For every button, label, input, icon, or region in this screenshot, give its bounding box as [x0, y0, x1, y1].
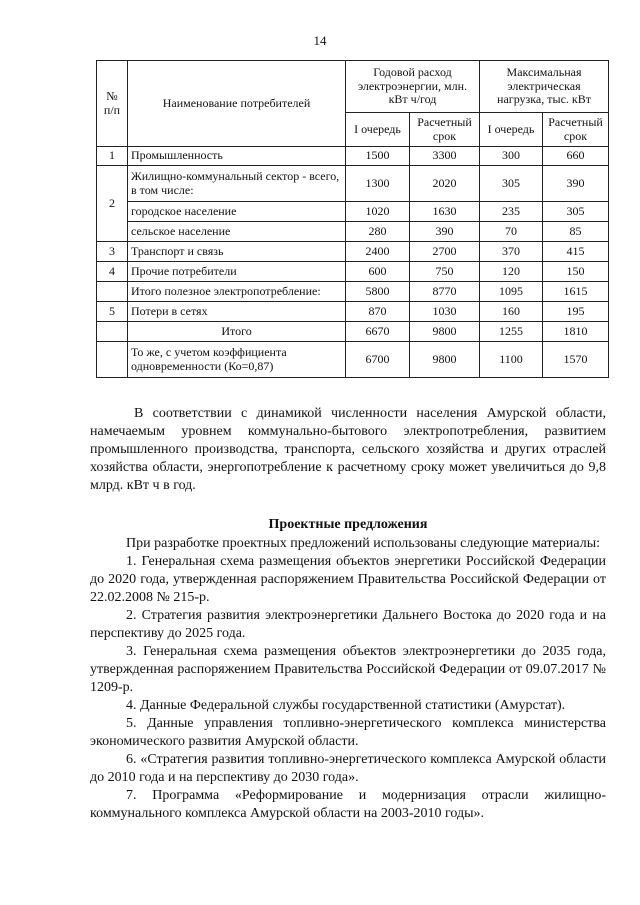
table-row: [97, 222, 609, 242]
row-value: 305: [543, 202, 609, 222]
row-value: 660: [543, 147, 609, 166]
materials-intro: При разработке проектных предложений использованы следующие материалы:: [126, 536, 600, 551]
row-value: 390: [410, 222, 480, 242]
row-value: 6700: [346, 342, 410, 378]
table-row: [97, 147, 609, 166]
table-row: [97, 202, 609, 222]
row-value: 280: [346, 222, 410, 242]
table-row: [97, 166, 609, 202]
list-item: 6. «Стратегия развития топливно-энергетического комплекса Амурской области до 2010 года и на перспективу до 2030 года».: [90, 752, 606, 785]
header-num: № п/п: [97, 61, 128, 147]
row-value: 2700: [410, 242, 480, 262]
subheader-first-stage: I очередь: [346, 113, 410, 147]
list-item: 5. Данные управления топливно-энергетического комплекса министерства экономического развития Амурской области.: [90, 716, 606, 749]
row-value: 5800: [346, 282, 410, 302]
header-name: Наименование потребителей: [128, 61, 346, 147]
row-name: сельское население: [128, 222, 346, 242]
row-value: 600: [346, 262, 410, 282]
subheader-calc-period: Расчетный срок: [410, 113, 480, 147]
row-name: Прочие потребители: [128, 262, 346, 282]
table-row: [97, 322, 609, 342]
row-value: 70: [480, 222, 543, 242]
row-value: 870: [346, 302, 410, 322]
list-item: 7. Программа «Реформирование и модернизация отрасли жилищно-коммунального комплекса Амурской области на 2003-2010 годы».: [90, 788, 606, 821]
row-value: 150: [543, 262, 609, 282]
page-number: 14: [313, 33, 327, 48]
row-name: То же, с учетом коэффициента одновременности (Ко=0,87): [128, 342, 346, 378]
section-heading: Проектные предложения: [268, 517, 428, 532]
row-value: 370: [480, 242, 543, 262]
row-value: 120: [480, 262, 543, 282]
row-value: 1030: [410, 302, 480, 322]
row-name: Транспорт и связь: [128, 242, 346, 262]
row-value: 235: [480, 202, 543, 222]
row-value: 305: [480, 166, 543, 202]
consumption-table: [96, 60, 609, 378]
row-value: 2400: [346, 242, 410, 262]
materials-list: [90, 535, 606, 823]
row-value: 1095: [480, 282, 543, 302]
row-value: 1020: [346, 202, 410, 222]
table-row: [97, 282, 609, 302]
row-value: 1300: [346, 166, 410, 202]
row-name: Итого: [128, 322, 346, 342]
row-value: 1570: [543, 342, 609, 378]
table-row: [97, 302, 609, 322]
row-value: 160: [480, 302, 543, 322]
list-item: 2. Стратегия развития электроэнергетики Дальнего Востока до 2020 года и на перспективу до 2025 года.: [90, 608, 606, 641]
list-item: 1. Генеральная схема размещения объектов энергетики Российской Федерации до 2020 года, утвержденная распоряжением Правительства Российской Федерации от 22.02.2008 № 215-р.: [90, 554, 606, 605]
list-item: 4. Данные Федеральной службы государственной статистики (Амурстат).: [126, 698, 566, 713]
row-value: 9800: [410, 342, 480, 378]
row-value: 750: [410, 262, 480, 282]
paragraph-consumption-forecast: [90, 405, 606, 495]
row-num: [97, 342, 128, 378]
row-name: Жилищно-коммунальный сектор - всего, в том числе:: [128, 166, 346, 202]
row-value: 1500: [346, 147, 410, 166]
table-row: [97, 342, 609, 378]
row-value: 8770: [410, 282, 480, 302]
row-value: 1255: [480, 322, 543, 342]
row-value: 9800: [410, 322, 480, 342]
row-value: 390: [543, 166, 609, 202]
header-max-load: Максимальная электрическая нагрузка, тыс. кВт: [480, 61, 609, 113]
row-value: 1100: [480, 342, 543, 378]
row-num: 2: [97, 166, 128, 242]
row-num: [97, 322, 128, 342]
row-value: 85: [543, 222, 609, 242]
row-value: 1615: [543, 282, 609, 302]
row-name: Потери в сетях: [128, 302, 346, 322]
row-num: 3: [97, 242, 128, 262]
row-value: 300: [480, 147, 543, 166]
header-annual-consumption: Годовой расход электроэнергии, млн. кВт ч/год: [346, 61, 480, 113]
row-value: 3300: [410, 147, 480, 166]
row-value: 6670: [346, 322, 410, 342]
subheader-calc-period: Расчетный срок: [543, 113, 609, 147]
row-value: 1630: [410, 202, 480, 222]
row-value: 195: [543, 302, 609, 322]
row-num: [97, 282, 128, 302]
row-value: 1810: [543, 322, 609, 342]
row-name: Промышленность: [128, 147, 346, 166]
table-row: [97, 262, 609, 282]
row-num: 4: [97, 262, 128, 282]
row-name: Итого полезное электропотребление:: [128, 282, 346, 302]
row-value: 415: [543, 242, 609, 262]
paragraph-text: В соответствии с динамикой численности населения Амурской области, намечаемым уровнем коммунально-бытового электропотребления, развитием промышленного производства, транспорта, сельского хозяйства и других отраслей хозяйства области, энергопотребление к расчетному сроку может увеличиться до 9,8 млрд. кВт ч в год.: [90, 406, 606, 493]
row-value: 2020: [410, 166, 480, 202]
row-num: 1: [97, 147, 128, 166]
row-num: 5: [97, 302, 128, 322]
table-row: [97, 242, 609, 262]
subheader-first-stage: I очередь: [480, 113, 543, 147]
row-name: городское население: [128, 202, 346, 222]
list-item: 3. Генеральная схема размещения объектов электроэнергетики до 2035 года, утвержденная распоряжением Правительства Российской Федерации от 09.07.2017 № 1209-р.: [90, 644, 606, 695]
